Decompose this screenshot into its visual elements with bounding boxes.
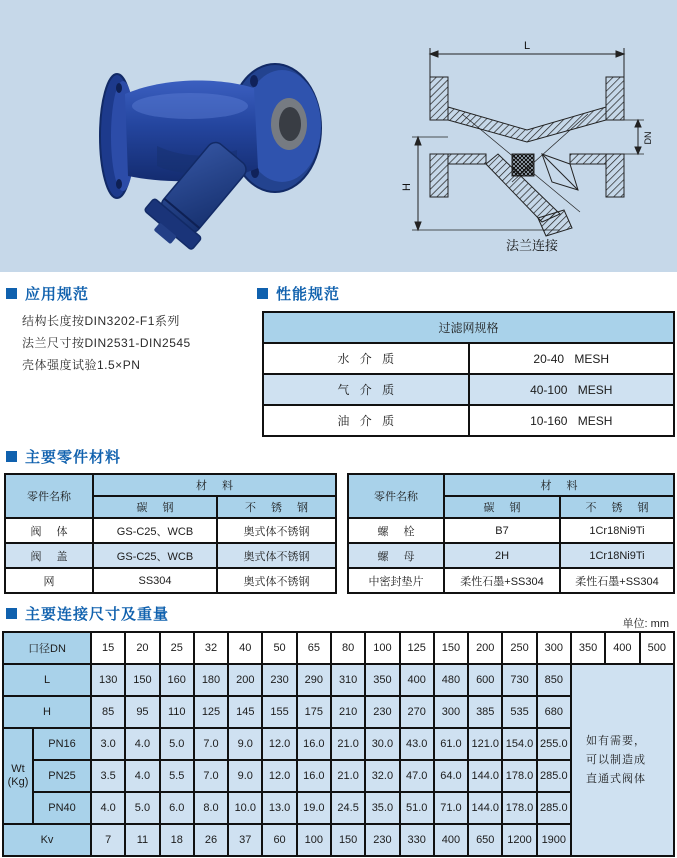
dn-size-cell: 40 bbox=[228, 632, 262, 664]
table-cell: 5.0 bbox=[125, 792, 159, 824]
table-cell: 285.0 bbox=[537, 792, 571, 824]
mesh-row-water bbox=[263, 343, 674, 374]
table-cell: 100 bbox=[297, 824, 331, 856]
table-cell: 310 bbox=[331, 664, 365, 696]
table-cell: 16.0 bbox=[297, 728, 331, 760]
stainless-steel-header: 不 锈 钢 bbox=[217, 496, 336, 518]
table-cell: 1Cr18Ni9Ti bbox=[560, 543, 674, 568]
table-cell: 150 bbox=[125, 664, 159, 696]
table-cell: 175 bbox=[297, 696, 331, 728]
dn-header-cell: 口径DN bbox=[3, 632, 91, 664]
straight-body-note-cell bbox=[571, 664, 674, 856]
table-cell: 6.0 bbox=[160, 792, 194, 824]
table-cell: 43.0 bbox=[400, 728, 434, 760]
table-cell: 16.0 bbox=[297, 760, 331, 792]
mesh-table-header: 过滤网规格 bbox=[263, 312, 674, 343]
dn-size-cell: 15 bbox=[91, 632, 125, 664]
stainless-steel-header: 不 锈 钢 bbox=[560, 496, 674, 518]
section-title-text: 性能规范 bbox=[276, 286, 341, 303]
table-cell: 11 bbox=[125, 824, 159, 856]
table-cell: 200 bbox=[228, 664, 262, 696]
table-cell: 210 bbox=[331, 696, 365, 728]
table-cell: 气 介 质 bbox=[263, 374, 469, 405]
table-cell: 9.0 bbox=[228, 728, 262, 760]
mesh-row-oil bbox=[263, 405, 674, 436]
dn-size-cell: 65 bbox=[297, 632, 331, 664]
pn25-label-cell: PN25 bbox=[33, 760, 91, 792]
dn-size-cell: 300 bbox=[537, 632, 571, 664]
material-header: 材 料 bbox=[444, 474, 674, 496]
table-cell: 230 bbox=[365, 824, 399, 856]
wt-label: Wt bbox=[11, 763, 25, 775]
materials-header-row bbox=[348, 474, 674, 496]
table-cell: 385 bbox=[468, 696, 502, 728]
table-cell: 535 bbox=[502, 696, 536, 728]
spec-line: 结构长度按DIN3202-F1系列 bbox=[22, 314, 180, 328]
table-cell: 19.0 bbox=[297, 792, 331, 824]
pn16-label-cell: PN16 bbox=[33, 728, 91, 760]
section-bullet-icon bbox=[6, 608, 17, 619]
table-cell: 400 bbox=[434, 824, 468, 856]
application-spec-lines bbox=[22, 310, 191, 376]
table-cell: 4.0 bbox=[125, 760, 159, 792]
table-cell: 400 bbox=[400, 664, 434, 696]
mesh-row-gas bbox=[263, 374, 674, 405]
table-cell: 85 bbox=[91, 696, 125, 728]
table-row bbox=[348, 543, 674, 568]
table-cell: 18 bbox=[160, 824, 194, 856]
materials-table-right bbox=[347, 473, 675, 594]
materials-header-row bbox=[5, 474, 336, 496]
part-name-header: 零件名称 bbox=[5, 474, 93, 518]
table-cell: 350 bbox=[365, 664, 399, 696]
dn-size-cell: 80 bbox=[331, 632, 365, 664]
table-cell: 4.0 bbox=[91, 792, 125, 824]
table-cell: 144.0 bbox=[468, 792, 502, 824]
material-header: 材 料 bbox=[93, 474, 336, 496]
table-cell: 730 bbox=[502, 664, 536, 696]
table-cell: 150 bbox=[331, 824, 365, 856]
section-title-application bbox=[6, 283, 89, 304]
product-banner bbox=[0, 0, 677, 272]
table-cell: 24.5 bbox=[331, 792, 365, 824]
table-cell: 480 bbox=[434, 664, 468, 696]
materials-table-left bbox=[4, 473, 337, 594]
table-cell: 230 bbox=[262, 664, 296, 696]
table-cell: 水 介 质 bbox=[263, 343, 469, 374]
dn-size-cell: 125 bbox=[400, 632, 434, 664]
table-cell: 螺 母 bbox=[348, 543, 444, 568]
dn-size-cell: 400 bbox=[605, 632, 639, 664]
table-cell: 网 bbox=[5, 568, 93, 593]
spec-line: 法兰尺寸按DIN2531-DIN2545 bbox=[22, 336, 191, 350]
table-cell: 61.0 bbox=[434, 728, 468, 760]
section-bullet-icon bbox=[6, 451, 17, 462]
dim-label-l: L bbox=[523, 40, 531, 52]
dn-header-row bbox=[3, 632, 674, 664]
table-row bbox=[348, 568, 674, 593]
table-cell: 95 bbox=[125, 696, 159, 728]
table-cell: 680 bbox=[537, 696, 571, 728]
table-cell: 20-40 MESH bbox=[469, 343, 675, 374]
product-photo bbox=[62, 26, 352, 266]
table-cell: 10.0 bbox=[228, 792, 262, 824]
table-cell: 155 bbox=[262, 696, 296, 728]
table-cell: 285.0 bbox=[537, 760, 571, 792]
section-title-text: 主要连接尺寸及重量 bbox=[25, 606, 170, 623]
table-cell: 1Cr18Ni9Ti bbox=[560, 518, 674, 543]
table-cell: 奥式体不锈钢 bbox=[217, 518, 336, 543]
table-cell: 121.0 bbox=[468, 728, 502, 760]
table-cell: SS304 bbox=[93, 568, 217, 593]
table-cell: 300 bbox=[434, 696, 468, 728]
dn-size-cell: 250 bbox=[502, 632, 536, 664]
table-cell: 柔性石墨+SS304 bbox=[444, 568, 560, 593]
table-cell: 7.0 bbox=[194, 760, 228, 792]
mesh-header-row bbox=[263, 312, 674, 343]
table-cell: 110 bbox=[160, 696, 194, 728]
table-cell: 160 bbox=[160, 664, 194, 696]
section-title-text: 应用规范 bbox=[25, 286, 90, 303]
table-cell: GS-C25、WCB bbox=[93, 518, 217, 543]
table-cell: 油 介 质 bbox=[263, 405, 469, 436]
table-cell: 中密封垫片 bbox=[348, 568, 444, 593]
dn-size-cell: 500 bbox=[640, 632, 674, 664]
table-cell: 290 bbox=[297, 664, 331, 696]
table-cell: 154.0 bbox=[502, 728, 536, 760]
table-cell: 60 bbox=[262, 824, 296, 856]
table-cell: 奥式体不锈钢 bbox=[217, 568, 336, 593]
note-line: 直通式阀体 bbox=[585, 772, 646, 785]
l-label-cell: L bbox=[3, 664, 91, 696]
table-cell: 600 bbox=[468, 664, 502, 696]
note-line: 如有需要， bbox=[585, 734, 646, 747]
table-cell: 1200 bbox=[502, 824, 536, 856]
carbon-steel-header: 碳 钢 bbox=[444, 496, 560, 518]
table-cell: 阀 盖 bbox=[5, 543, 93, 568]
drawing-caption: 法兰连接 bbox=[505, 238, 559, 253]
section-bullet-icon bbox=[257, 288, 268, 299]
table-cell: 5.0 bbox=[160, 728, 194, 760]
table-cell: 230 bbox=[365, 696, 399, 728]
table-cell: GS-C25、WCB bbox=[93, 543, 217, 568]
table-cell: 12.0 bbox=[262, 728, 296, 760]
table-cell: 12.0 bbox=[262, 760, 296, 792]
pn40-label-cell: PN40 bbox=[33, 792, 91, 824]
table-cell: 40-100 MESH bbox=[469, 374, 675, 405]
table-cell: 5.5 bbox=[160, 760, 194, 792]
spec-line: 壳体强度试验1.5×PN bbox=[22, 358, 141, 372]
dn-size-cell: 50 bbox=[262, 632, 296, 664]
technical-drawing bbox=[392, 22, 664, 266]
table-cell: 13.0 bbox=[262, 792, 296, 824]
dn-size-cell: 200 bbox=[468, 632, 502, 664]
part-name-header: 零件名称 bbox=[348, 474, 444, 518]
table-cell: 螺 栓 bbox=[348, 518, 444, 543]
section-bullet-icon bbox=[6, 288, 17, 299]
dimensions-table bbox=[2, 631, 675, 857]
table-cell: 4.0 bbox=[125, 728, 159, 760]
table-cell: 144.0 bbox=[468, 760, 502, 792]
h-label-cell: H bbox=[3, 696, 91, 728]
table-cell: 178.0 bbox=[502, 792, 536, 824]
table-cell: 51.0 bbox=[400, 792, 434, 824]
table-cell: 2H bbox=[444, 543, 560, 568]
table-cell: 32.0 bbox=[365, 760, 399, 792]
section-title-dimensions bbox=[6, 603, 169, 624]
dn-size-cell: 32 bbox=[194, 632, 228, 664]
table-cell: 255.0 bbox=[537, 728, 571, 760]
carbon-steel-header: 碳 钢 bbox=[93, 496, 217, 518]
table-cell: 26 bbox=[194, 824, 228, 856]
table-cell: 21.0 bbox=[331, 728, 365, 760]
section-title-performance bbox=[257, 283, 340, 304]
table-cell: 71.0 bbox=[434, 792, 468, 824]
table-cell: B7 bbox=[444, 518, 560, 543]
table-cell: 64.0 bbox=[434, 760, 468, 792]
table-cell: 3.5 bbox=[91, 760, 125, 792]
table-cell: 180 bbox=[194, 664, 228, 696]
table-cell: 270 bbox=[400, 696, 434, 728]
table-cell: 7 bbox=[91, 824, 125, 856]
table-cell: 650 bbox=[468, 824, 502, 856]
table-row bbox=[348, 518, 674, 543]
dn-size-cell: 350 bbox=[571, 632, 605, 664]
dim-label-dn: DN bbox=[643, 131, 653, 145]
table-cell: 30.0 bbox=[365, 728, 399, 760]
table-cell: 850 bbox=[537, 664, 571, 696]
table-cell: 145 bbox=[228, 696, 262, 728]
dim-label-h: H bbox=[401, 183, 413, 191]
dn-size-cell: 100 bbox=[365, 632, 399, 664]
dn-size-cell: 25 bbox=[160, 632, 194, 664]
filter-mesh-table bbox=[262, 311, 675, 437]
table-cell: 330 bbox=[400, 824, 434, 856]
table-cell: 47.0 bbox=[400, 760, 434, 792]
table-cell: 奥式体不锈钢 bbox=[217, 543, 336, 568]
table-cell: 35.0 bbox=[365, 792, 399, 824]
table-cell: 9.0 bbox=[228, 760, 262, 792]
wt-label-cell bbox=[3, 728, 33, 824]
unit-note: 单位: mm bbox=[622, 618, 669, 630]
table-cell: 柔性石墨+SS304 bbox=[560, 568, 674, 593]
dn-size-cell: 150 bbox=[434, 632, 468, 664]
table-cell: 125 bbox=[194, 696, 228, 728]
note-line: 可以制造成 bbox=[585, 753, 646, 766]
dn-size-cell: 20 bbox=[125, 632, 159, 664]
table-cell: 178.0 bbox=[502, 760, 536, 792]
table-row bbox=[5, 518, 336, 543]
table-cell: 1900 bbox=[537, 824, 571, 856]
table-cell: 37 bbox=[228, 824, 262, 856]
table-row bbox=[5, 568, 336, 593]
table-cell: 7.0 bbox=[194, 728, 228, 760]
table-cell: 130 bbox=[91, 664, 125, 696]
table-cell: 8.0 bbox=[194, 792, 228, 824]
table-cell: 3.0 bbox=[91, 728, 125, 760]
table-cell: 阀 体 bbox=[5, 518, 93, 543]
kv-label-cell: Kv bbox=[3, 824, 91, 856]
section-title-materials bbox=[6, 446, 121, 467]
table-cell: 21.0 bbox=[331, 760, 365, 792]
table-cell: 10-160 MESH bbox=[469, 405, 675, 436]
l-row bbox=[3, 664, 674, 696]
section-title-text: 主要零件材料 bbox=[25, 449, 122, 466]
wt-unit-label: (Kg) bbox=[7, 776, 29, 788]
table-row bbox=[5, 543, 336, 568]
